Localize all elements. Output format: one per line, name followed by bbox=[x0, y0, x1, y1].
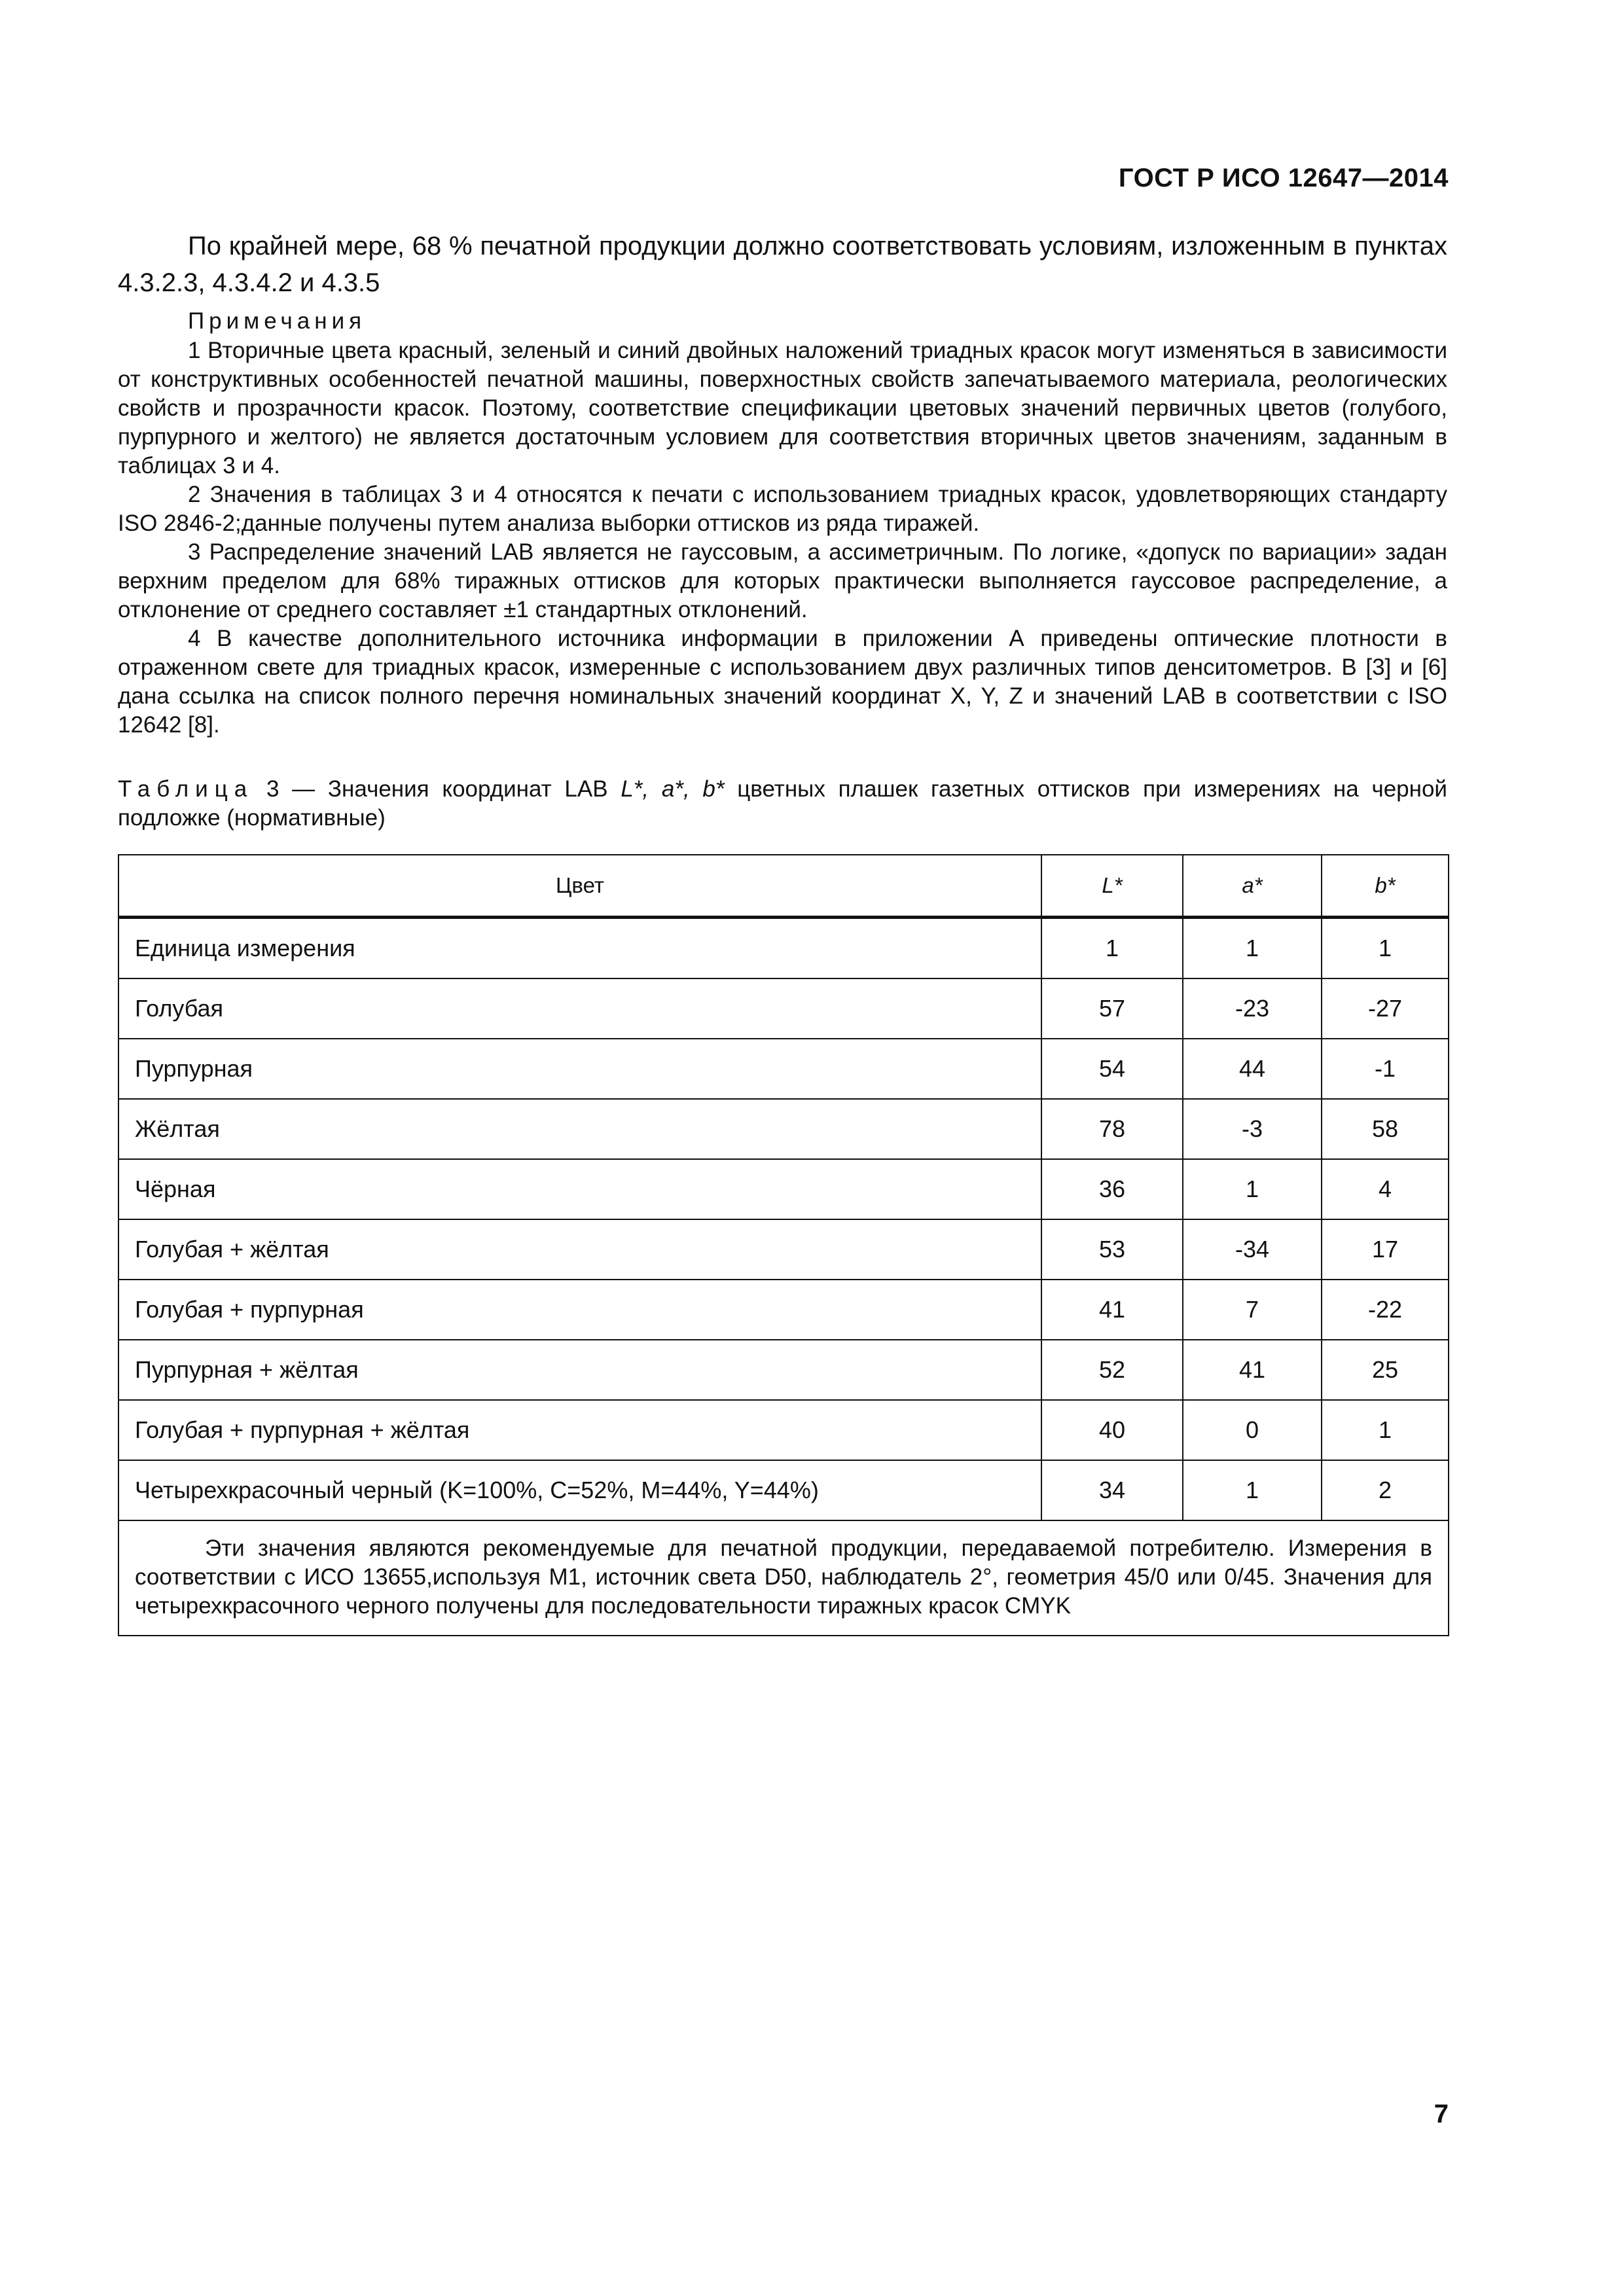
cell-l: 36 bbox=[1041, 1159, 1183, 1219]
table-row bbox=[118, 1340, 1449, 1400]
cell-color-name: Голубая + пурпурная + жёлтая bbox=[118, 1400, 1041, 1460]
table-caption-axes: L*, a*, b* bbox=[621, 776, 725, 802]
cell-b: 58 bbox=[1322, 1099, 1449, 1159]
cell-a: 44 bbox=[1183, 1039, 1322, 1099]
note-4: 4 В качестве дополнительного источника информации в приложении А приведены оптические плотности в отраженном свете для триадных красок, измеренные с использованием двух различных типов денситометров. В [3] и [6] дана ссылка на список полного перечня номинальных значений координат X, Y, Z и значений LAB в соответствии с ISO 12642 [8]. bbox=[118, 626, 1447, 738]
cell-l: 52 bbox=[1041, 1340, 1183, 1400]
cell-l: 40 bbox=[1041, 1400, 1183, 1460]
cell-a: 0 bbox=[1183, 1400, 1322, 1460]
lab-values-table bbox=[118, 854, 1449, 1636]
cell-color-name: Голубая + пурпурная bbox=[118, 1280, 1041, 1340]
cell-color-name: Пурпурная bbox=[118, 1039, 1041, 1099]
cell-a: 1 bbox=[1183, 918, 1322, 979]
cell-b: -27 bbox=[1322, 978, 1449, 1039]
table-caption-pre: 3 — Значения координат LAB bbox=[253, 776, 621, 802]
cell-l: 78 bbox=[1041, 1099, 1183, 1159]
cell-b: -1 bbox=[1322, 1039, 1449, 1099]
cell-color-name: Пурпурная + жёлтая bbox=[118, 1340, 1041, 1400]
cell-l: 54 bbox=[1041, 1039, 1183, 1099]
cell-b: 2 bbox=[1322, 1460, 1449, 1520]
cell-l: 57 bbox=[1041, 978, 1183, 1039]
table-caption bbox=[118, 775, 1447, 833]
header-l: L* bbox=[1041, 855, 1183, 918]
table-footnote-row bbox=[118, 1520, 1449, 1636]
note-1: 1 Вторичные цвета красный, зеленый и синий двойных наложений триадных красок могут изменяться в зависимости от конструктивных особенностей печатной машины, поверхностных свойств запечатываемого материала, реологических свойств и прозрачности красок. Поэтому, соответствие спецификации цветовых значений первичных цветов (голубого, пурпурного и желтого) не является достаточным условием для соответствия вторичных цветов значениям, заданным в таблицах 3 и 4. bbox=[118, 338, 1447, 478]
table-row bbox=[118, 1460, 1449, 1520]
cell-color-name: Единица измерения bbox=[118, 918, 1041, 979]
table-row bbox=[118, 978, 1449, 1039]
cell-l: 41 bbox=[1041, 1280, 1183, 1340]
cell-color-name: Жёлтая bbox=[118, 1099, 1041, 1159]
notes-title: Примечания bbox=[188, 308, 367, 334]
header-color: Цвет bbox=[118, 855, 1041, 918]
table-header-row bbox=[118, 855, 1449, 918]
cell-b: -22 bbox=[1322, 1280, 1449, 1340]
notes-section bbox=[118, 306, 1447, 740]
cell-a: 41 bbox=[1183, 1340, 1322, 1400]
cell-a: 7 bbox=[1183, 1280, 1322, 1340]
cell-b: 4 bbox=[1322, 1159, 1449, 1219]
table-row bbox=[118, 1219, 1449, 1280]
cell-color-name: Четырехкрасочный черный (K=100%, C=52%, M=44%, Y=44%) bbox=[118, 1460, 1041, 1520]
header-a: a* bbox=[1183, 855, 1322, 918]
cell-color-name: Голубая + жёлтая bbox=[118, 1219, 1041, 1280]
table-row bbox=[118, 1099, 1449, 1159]
table-footnote-cell bbox=[118, 1520, 1449, 1636]
cell-a: -34 bbox=[1183, 1219, 1322, 1280]
cell-a: 1 bbox=[1183, 1159, 1322, 1219]
table-row bbox=[118, 918, 1449, 979]
note-3: 3 Распределение значений LAB является не гауссовым, а ассиметричным. По логике, «допуск по вариации» задан верхним пределом для 68% тиражных оттисков для которых практически выполняется гауссовое распределение, а отклонение от среднего составляет ±1 стандартных отклонений. bbox=[118, 539, 1447, 622]
table-caption-label: Таблица bbox=[118, 776, 254, 802]
table-row bbox=[118, 1159, 1449, 1219]
cell-a: -23 bbox=[1183, 978, 1322, 1039]
cell-b: 17 bbox=[1322, 1219, 1449, 1280]
note-2: 2 Значения в таблицах 3 и 4 относятся к печати с использованием триадных красок, удовлетворяющих стандарту ISO 2846-2;данные получены путем анализа выборки оттисков из ряда тиражей. bbox=[118, 482, 1447, 536]
cell-b: 25 bbox=[1322, 1340, 1449, 1400]
cell-color-name: Чёрная bbox=[118, 1159, 1041, 1219]
cell-l: 53 bbox=[1041, 1219, 1183, 1280]
table-row bbox=[118, 1039, 1449, 1099]
header-b: b* bbox=[1322, 855, 1449, 918]
cell-color-name: Голубая bbox=[118, 978, 1041, 1039]
cell-l: 1 bbox=[1041, 918, 1183, 979]
table-caption-post: цветных плашек газетных оттисков при измерениях на черной подложке (нормативные) bbox=[118, 776, 1447, 831]
cell-a: 1 bbox=[1183, 1460, 1322, 1520]
table-row bbox=[118, 1280, 1449, 1340]
cell-a: -3 bbox=[1183, 1099, 1322, 1159]
document-code: ГОСТ Р ИСО 12647—2014 bbox=[1118, 164, 1449, 192]
table-footnote: Эти значения являются рекомендуемые для печатной продукции, передаваемой потребителю. Измерения в соответствии с ИСО 13655,используя M1, источник света D50, наблюдатель 2°, геометрия 45/0 или 0/45. Значения для четырехкрасочного черного получены для последовательности тиражных красок CMYK bbox=[135, 1535, 1432, 1619]
cell-b: 1 bbox=[1322, 1400, 1449, 1460]
page-number: 7 bbox=[1434, 2100, 1449, 2128]
intro-paragraph: По крайней мере, 68 % печатной продукции должно соответствовать условиям, изложенным в пунктах 4.3.2.3, 4.3.4.2 и 4.3.5 bbox=[118, 232, 1447, 297]
cell-b: 1 bbox=[1322, 918, 1449, 979]
table-row bbox=[118, 1400, 1449, 1460]
cell-l: 34 bbox=[1041, 1460, 1183, 1520]
